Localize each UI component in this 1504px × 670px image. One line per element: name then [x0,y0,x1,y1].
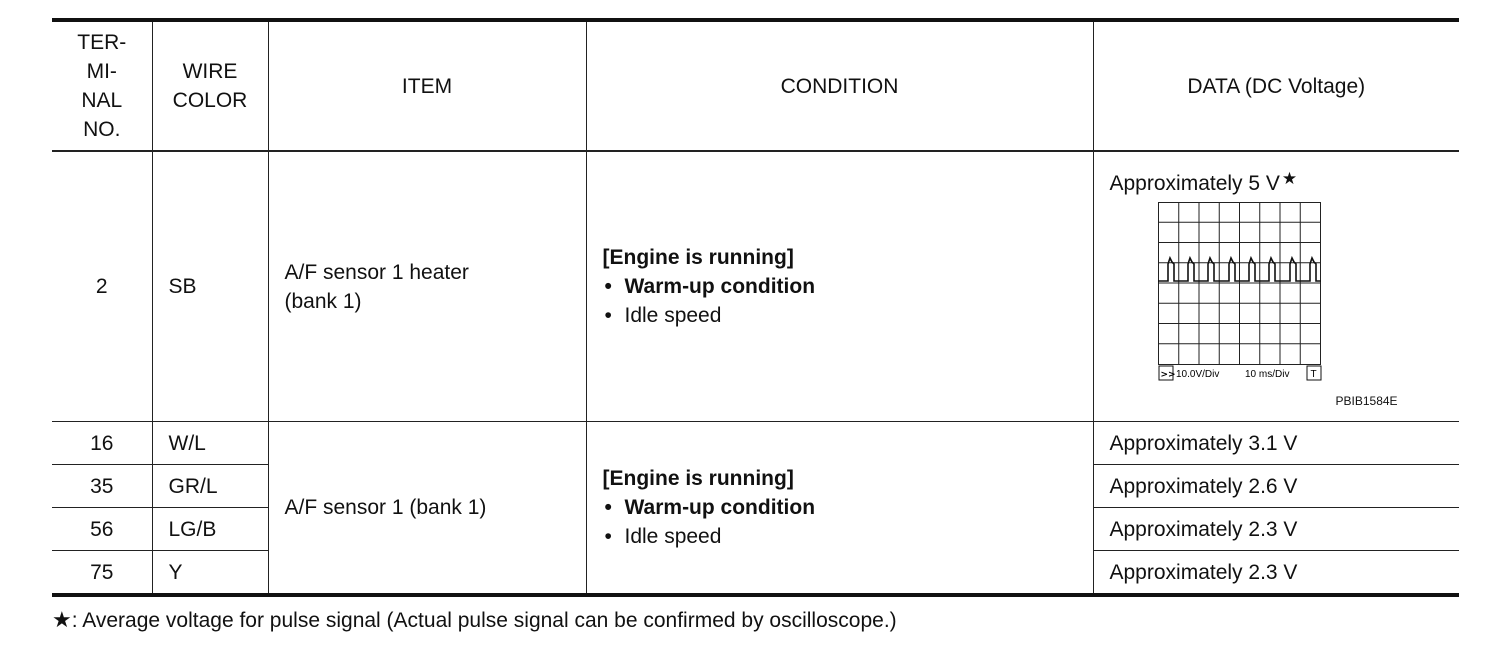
header-item: ITEM [268,20,586,151]
wire-color-cell: SB [152,151,268,422]
header-wire-line: WIRE [182,60,238,83]
condition-item: • Warm-up condition [603,272,1093,301]
data-value-text: Approximately 5 V [1109,172,1280,195]
condition-list [603,493,1093,551]
scope-trigger-label: T [1310,369,1317,380]
wire-color-cell: GR/L [152,465,268,508]
terminal-cell: 16 [52,422,152,465]
oscilloscope-waveform [1158,202,1322,382]
star-icon: ★ [1281,169,1298,188]
data-cell: Approximately 2.3 V [1093,551,1459,596]
scope-channel-label: >> [1160,370,1176,380]
data-value [1110,164,1298,198]
scope-volt-label: 10.0V/Div [1175,369,1219,380]
header-data: DATA (DC Voltage) [1093,20,1459,151]
item-line: A/F sensor 1 heater [284,260,469,284]
condition-cell [586,422,1093,596]
terminal-data-table [52,18,1459,597]
header-wire-color [152,20,268,151]
condition-list [603,272,1093,330]
header-terminal-line: TER- [77,31,127,54]
condition-title: [Engine is running] [602,467,794,490]
footnote-text: : Average voltage for pulse signal (Actual pulse signal can be confirmed by oscilloscope.) [71,609,897,632]
scope-time-label: 10 ms/Div [1244,369,1289,380]
terminal-cell: 75 [52,551,152,596]
terminal-cell: 35 [52,465,152,508]
condition-item: • Idle speed [603,522,1093,551]
condition-item: • Idle speed [603,301,1093,330]
table-row [52,422,1459,465]
item-cell: A/F sensor 1 (bank 1) [268,422,586,596]
footnote [52,605,897,636]
star-icon: ★ [52,607,72,632]
figure-code: PBIB1584E [1335,394,1398,408]
wire-color-cell: W/L [152,422,268,465]
header-terminal-no [52,20,152,151]
item-line: (bank 1) [284,289,362,313]
condition-cell [586,151,1093,422]
wire-color-cell: Y [152,551,268,596]
terminal-cell: 56 [52,508,152,551]
table-row-heater [52,151,1459,422]
header-terminal-line: MI- [86,60,117,83]
header-wire-line: COLOR [172,89,248,112]
condition-item: • Warm-up condition [603,493,1093,522]
condition-title: [Engine is running] [602,246,794,269]
header-terminal-line: NO. [83,118,121,141]
header-terminal-line: NAL [81,89,123,112]
terminal-cell: 2 [52,151,152,422]
scope-grid [1158,202,1321,365]
data-cell: Approximately 2.3 V [1093,508,1459,551]
item-cell [268,151,586,422]
data-cell [1093,151,1459,422]
data-cell: Approximately 2.6 V [1093,465,1459,508]
data-cell: Approximately 3.1 V [1093,422,1459,465]
table-header-row [52,20,1459,151]
header-condition: CONDITION [586,20,1093,151]
wire-color-cell: LG/B [152,508,268,551]
